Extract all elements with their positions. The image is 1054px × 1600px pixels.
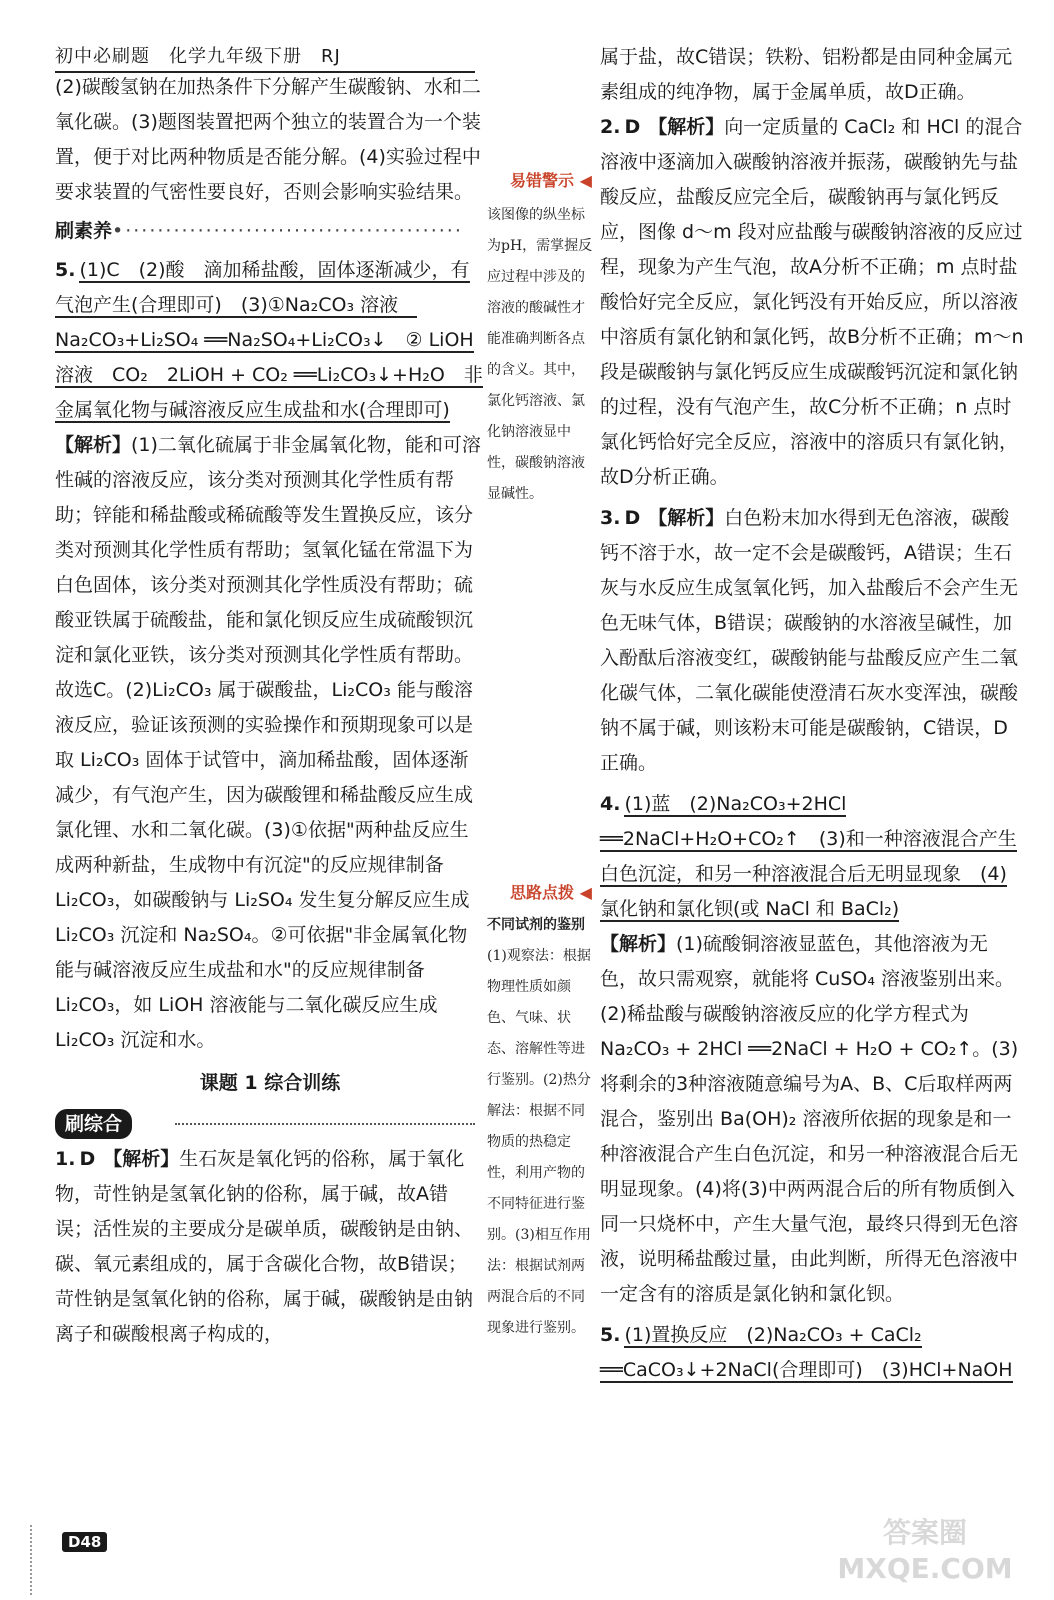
question-1 <box>55 1142 485 1352</box>
analysis-label: 【解析】 <box>103 1148 180 1170</box>
section-heading-literacy: 刷素养•·········································· <box>55 220 463 242</box>
analysis-text: (1)二氧化硫属于非金属氧化物，能和可溶性碱的溶液反应，该分类对预测其化学性质有帮助；锌能和稀盐酸或稀硫酸等发生置换反应，该分类对预测其化学性质有帮助；氢氧化锰在常温下为白色固体，该分类对预测其化学性质没有帮助；硫酸亚铁属于硫酸盐，能和氯化钡反应生成硫酸钡沉淀和氯化亚铁，该分类对预测其化学性质有帮助。故选C。(2)Li₂CO₃ 属于碳酸盐，Li₂CO₃ 能与酸溶液反应，验证该预测的实验操作和预期现象可以是取 Li₂CO₃ 固体于试管中，滴加稀盐酸，固体逐渐减少，有气泡产生，因为碳酸锂和稀盐酸反应生成氯化锂、水和二氧化碳。(3)①依据"两种盐反应生成两种新盐，生成物中有沉淀"的反应规律制备 Li₂CO₃，如碳酸钠与 Li₂SO₄ 发生复分解反应生成 Li₂CO₃ 沉淀和 Na₂SO₄。②可依据"非金属氧化物能与碱溶液反应生成盐和水"的反应规律制备 Li₂CO₃，如 LiOH 溶液能与二氧化碳反应生成 Li₂CO₃ 沉淀和水。 <box>55 434 481 1051</box>
answer-letter: D <box>624 507 641 529</box>
answer-text: (1)C (2)酸 滴加稀盐酸，固体逐渐减少，有气泡产生(合理即可) (3)①Na₂CO₃ 溶液 Na₂CO₃+Li₂SO₄ ══Na₂SO₄+Li₂CO₃↓ ② LiOH 溶液 CO₂ 2LiOH + CO₂ ══Li₂CO₃↓+H₂O 非金属氧化物与碱溶液反应生成盐和水(合理即可) <box>55 259 483 421</box>
callout-error-warning: 易错警示 ◀ <box>510 171 592 190</box>
question-3 <box>600 501 1024 781</box>
question-5-right <box>600 1318 1024 1388</box>
question-number: 1. <box>55 1148 76 1170</box>
question-5 <box>55 253 485 428</box>
answer-text: (1)置换反应 (2)Na₂CO₃ + CaCl₂ ══CaCO₃↓+2NaCl(合理即可) (3)HCl+NaOH <box>600 1324 1013 1381</box>
callout-thinking-tip: 思路点拨 ◀ <box>510 883 592 902</box>
note-thinking-tip <box>487 910 595 1344</box>
analysis-label: 【解析】 <box>648 507 725 529</box>
page-header <box>55 42 475 73</box>
question-number: 4. <box>600 793 621 815</box>
page-edge-dots <box>30 1525 34 1595</box>
analysis-label: 【解析】 <box>648 116 725 138</box>
note-error-warning <box>487 200 595 510</box>
question-1-continued: 属于盐，故C错误；铁粉、铝粉都是由同种金属元素组成的纯净物，属于金属单质，故D正确。 <box>600 46 1013 103</box>
analysis-label: 【解析】 <box>600 933 677 955</box>
right-column <box>600 40 1024 1388</box>
section-badge: 刷综合 <box>55 1109 132 1139</box>
left-column <box>55 70 485 1352</box>
question-2 <box>600 110 1024 495</box>
question-4 <box>600 787 1024 927</box>
note-text: (1)观察法：根据物理性质如颜色、气味、状态、溶解性等进行鉴别。(2)热分解法：根据不同物质的热稳定性，利用产物的不同特征进行鉴别。(3)相互作用法：根据试剂两两混合后的不同现象进行鉴别。 <box>487 948 591 1336</box>
analysis-text: (1)硫酸铜溶液显蓝色，其他溶液为无色，故只需观察，就能将 CuSO₄ 溶液鉴别出来。(2)稀盐酸与碳酸钠溶液反应的化学方程式为 Na₂CO₃ + 2HCl ══2NaCl + H₂O + CO₂↑。(3)将剩余的3种溶液随意编号为A、B、C后取样两两混合，鉴别出 Ba(OH)₂ 溶液所依据的现象是和一种溶液混合产生白色沉淀，和另一种溶液混合后无明显现象。(4)将(3)中两两混合后的所有物质倒入同一只烧杯中，产生大量气泡，最终只得到无色溶液，说明稀盐酸过量，由此判断，所得无色溶液中一定含有的溶质是氯化钠和氯化钡。 <box>600 933 1019 1305</box>
question-5-analysis <box>55 428 485 1058</box>
section-heading-comprehensive <box>55 1105 485 1142</box>
answer-letter: D <box>624 116 641 138</box>
note-title: 不同试剂的鉴别 <box>487 917 585 933</box>
question-number: 2. <box>600 116 621 138</box>
analysis-text: 白色粉末加水得到无色溶液，碳酸钙不溶于水，故一定不会是碳酸钙，A错误；生石灰与水反应生成氢氧化钙，加入盐酸后不会产生无色无味气体，B错误；碳酸钠的水溶液呈碱性，加入酚酞后溶液变红，碳酸钠能与盐酸反应产生二氧化碳气体，二氧化碳能使澄清石灰水变浑浊，碳酸钠不属于碱，则该粉末可能是碳酸钠，C错误，D正确。 <box>600 507 1019 774</box>
note-text: 该图像的纵坐标为pH，需掌握反应过程中涉及的溶液的酸碱性才能准确判断各点的含义。其中，氯化钙溶液、氯化钠溶液显中性，碳酸钠溶液显碱性。 <box>487 207 593 502</box>
header-title: 初中必刷题 化学九年级下册 RJ <box>55 46 341 67</box>
answer-text: (1)蓝 (2)Na₂CO₃+2HCl ══2NaCl+H₂O+CO₂↑ (3)和一种溶液混合产生白色沉淀，和另一种溶液混合后无明显现象 (4)氯化钠和氯化钡(或 NaCl 和 BaCl₂) <box>600 793 1017 920</box>
answer-letter: D <box>79 1148 96 1170</box>
q4-continued-text: (2)碳酸氢钠在加热条件下分解产生碳酸钠、水和二氧化碳。(3)题图装置把两个独立的装置合为一个装置，便于对比两种物质是否能分解。(4)实验过程中要求装置的气密性要良好，否则会影响实验结果。 <box>55 76 481 203</box>
question-4-analysis <box>600 927 1024 1312</box>
question-number: 3. <box>600 507 621 529</box>
analysis-text: 向一定质量的 CaCl₂ 和 HCl 的混合溶液中逐滴加入碳酸钠溶液并振荡，碳酸钠先与盐酸反应，盐酸反应完全后，碳酸钠再与氯化钙反应，图像 d～m 段对应盐酸与碳酸钠溶液的反应过程，现象为产生气泡，故A分析不正确；m 点时盐酸恰好完全反应，氯化钙没有开始反应，所以溶液中溶质有氯化钠和氯化钙，故B分析不正确；m～n 段是碳酸钠与氯化钙反应生成碳酸钙沉淀和氯化钠的过程，没有气泡产生，故C分析不正确；n 点时氯化钙恰好完全反应，溶液中的溶质只有氯化钠，故D分析正确。 <box>600 116 1024 488</box>
section-subtitle: 课题 1 综合训练 <box>199 1072 341 1094</box>
analysis-text: 生石灰是氧化钙的俗称，属于氧化物，苛性钠是氢氧化钠的俗称，属于碱，故A错误；活性炭的主要成分是碳单质，碳酸钠是由钠、碳、氧元素组成的，属于含碳化合物，故B错误；苛性钠是氢氧化钠的俗称，属于碱，碳酸钠是由钠离子和碳酸根离子构成的， <box>55 1148 474 1345</box>
analysis-label: 【解析】 <box>55 434 132 456</box>
question-number: 5. <box>600 1324 621 1346</box>
question-number: 5. <box>55 259 76 281</box>
page-number: D48 <box>62 1532 107 1552</box>
watermark-logo: 答案圈 MXQE.COM <box>837 1516 1013 1585</box>
